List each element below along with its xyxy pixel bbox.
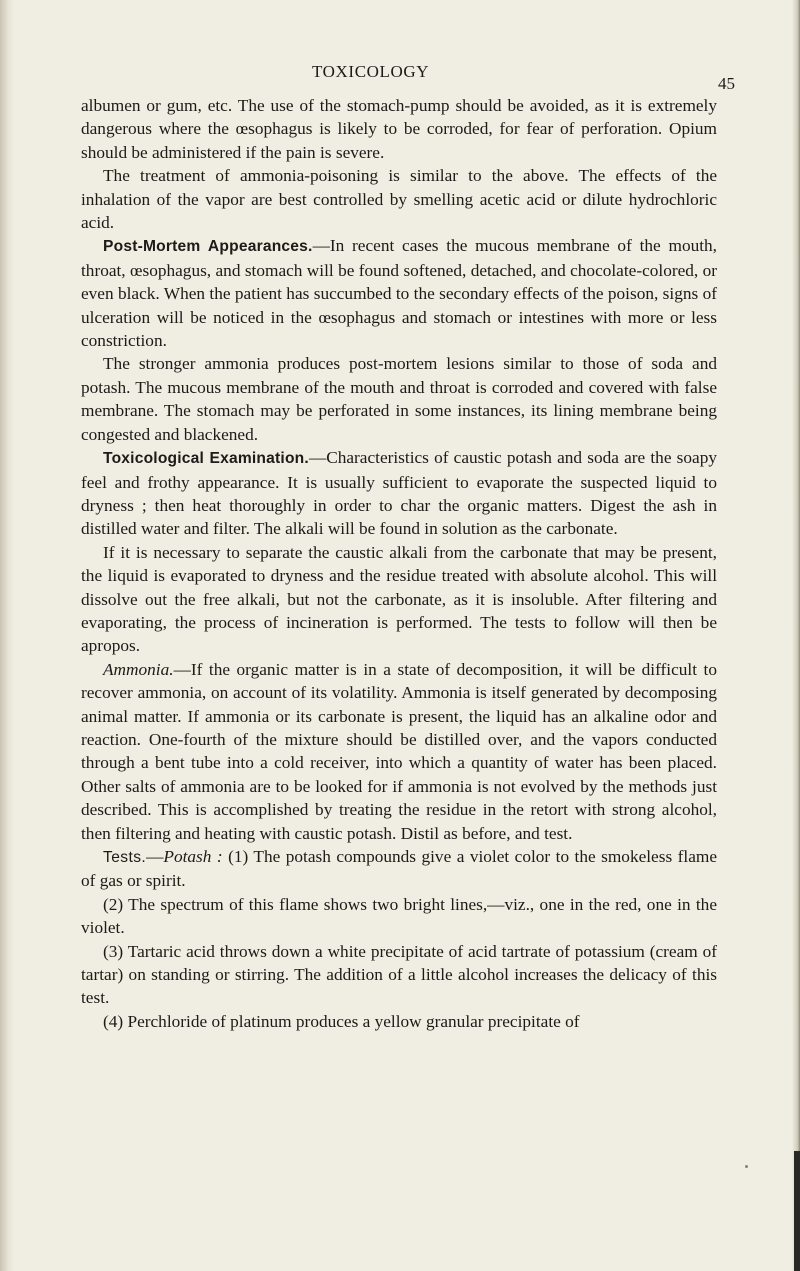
paragraph-text: (4) Perchloride of platinum produces a yellow granular precipitate of: [103, 1011, 580, 1031]
paragraph-text: —If the organic matter is in a state of decomposition, it will be difficult to recover ammonia, on account of its volatility. Ammonia is itself generated by decomposing animal matter. If ammonia or its carbonate is present, the liquid has an alkaline odor and reaction. One-fourth of the mixture should be distilled over, and the vapors conducted through a bent tube into a cold receiver, into which a quantity of water has been placed. Other salts of ammonia are to be looked for if ammonia is not evolved by the methods just described. This is accomplished by treating the residue in the retort with strong alcohol, then filtering and heating with caustic potash. Distil as before, and test.: [81, 659, 717, 843]
page-gutter-shadow: [0, 0, 14, 1271]
paragraph-text: (2) The spectrum of this flame shows two bright lines,—viz., one in the red, one in the violet.: [81, 894, 717, 938]
paragraph: [81, 352, 717, 446]
section-heading: Toxicological Examination.: [103, 450, 309, 468]
page-header: [0, 60, 800, 93]
subsection-lead: Potash :: [163, 847, 223, 866]
body-text: [81, 94, 717, 1033]
paragraph: [81, 658, 717, 845]
paragraph-text: The treatment of ammonia-poisoning is similar to the above. The effects of the inhalation of the vapor are best controlled by smelling acetic acid or dilute hydrochloric acid.: [81, 166, 717, 233]
paragraph-text: (1) The potash compounds give a violet color to the smokeless flame of gas or spirit.: [81, 847, 717, 891]
paragraph: [81, 164, 717, 234]
dash: —: [146, 847, 164, 866]
page-edge: [792, 0, 800, 1271]
page-number: 45: [718, 74, 735, 93]
paragraph: [81, 940, 717, 1010]
paragraph-text: If it is necessary to separate the caustic alkali from the carbonate that may be present, the liquid is evaporated to dryness and the residue treated with absolute alcohol. This will dissolve out the free alkali, but not the carbonate, as it is insoluble. After filtering and evaporating, the process of incineration is performed. The tests to follow will then be apropos.: [81, 542, 717, 656]
subsection-lead: Ammonia.: [103, 659, 174, 679]
tests-heading: Tests.: [103, 849, 147, 866]
paragraph-text: albumen or gum, etc. The use of the stomach-pump should be avoided, as it is extremely dangerous where the œsophagus is likely to be corroded, for fear of perforation. Opium should be administered if the pain is severe.: [81, 96, 717, 162]
paragraph: [81, 234, 717, 352]
paragraph: [81, 893, 717, 940]
paragraph-text: —In recent cases the mucous membrane of the mouth, throat, œsophagus, and stomach will be found softened, detached, and chocolate-colored, or even black. When the patient has succumbed to the secondary effects of the poison, signs of ulceration will be noticed in the œsophagus and stomach or intestines with more or less constriction.: [81, 236, 717, 351]
paragraph-text: (3) Tartaric acid throws down a white precipitate of acid tartrate of potassium (cream of tartar) on standing or stirring. The addition of a little alcohol increases the delicacy of this test.: [81, 941, 717, 1008]
paragraph-text: The stronger ammonia produces post-mortem lesions similar to those of soda and potash. The mucous membrane of the mouth and throat is corroded and covered with false membrane. The stomach may be perforated in some instances, its lining membrane being congested and blackened.: [81, 354, 717, 444]
paper-speck: [745, 1165, 748, 1168]
running-head: TOXICOLOGY: [312, 62, 430, 81]
section-heading: Post-Mortem Appearances.: [103, 238, 313, 256]
paragraph: [81, 446, 717, 541]
paragraph: [81, 541, 717, 658]
paragraph-text: —Characteristics of caustic potash and soda are the soapy feel and frothy appearance. It is usually sufficient to evaporate the suspected liquid to dryness ; then heat thoroughly in order to char the organic matters. Digest the ash in distilled water and filter. The alkali will be found in solution as the carbonate.: [81, 448, 717, 539]
paragraph: [81, 845, 717, 893]
paragraph: [81, 94, 717, 164]
paragraph: [81, 1010, 717, 1033]
page-edge-dark: [794, 1151, 800, 1271]
